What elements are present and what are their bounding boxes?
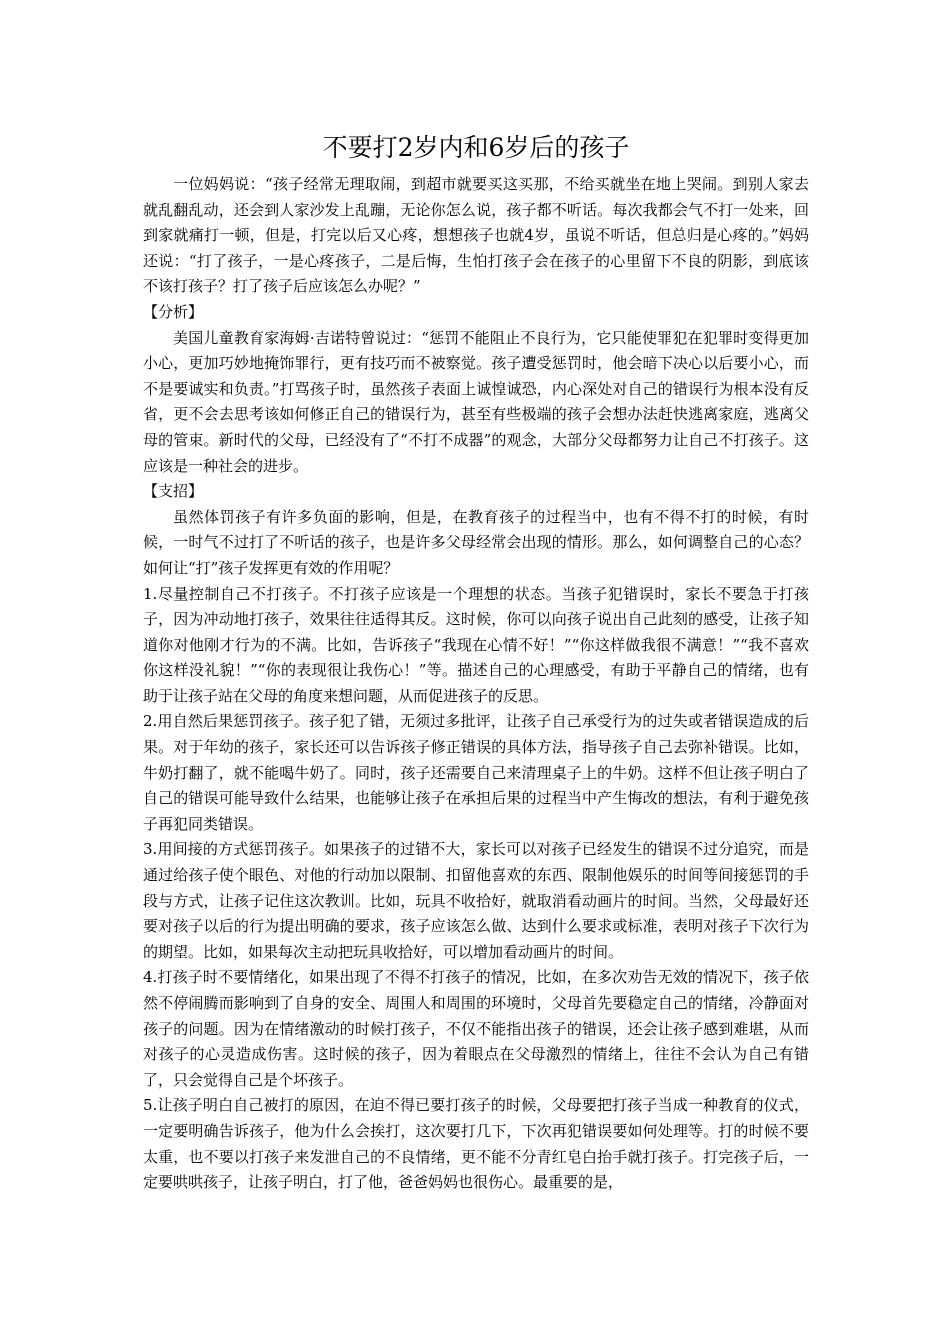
tip-point-4: 4.打孩子时不要情绪化，如果出现了不得不打孩子的情况，比如，在多次劝告无效的情况下，孩子依然不停闹腾而影响到了自身的安全、周围人和周围的环境时，父母首先要稳定自己的情绪，冷静面对孩子的问题。因为在情绪激动的时候打孩子，不仅不能指出孩子的错误，还会让孩子感到难堪，从而对孩子的心灵造成伤害。这时候的孩子，因为着眼点在父母激烈的情绪上，往往不会认为自己有错了，只会觉得自己是个坏孩子。 bbox=[143, 968, 809, 1089]
tips-intro-paragraph: 虽然体罚孩子有许多负面的影响，但是，在教育孩子的过程当中，也有不得不打的时候，有时候，一时气不过打了不听话的孩子，也是许多父母经常会出现的情形。那么，如何调整自己的心态？如何让“打”孩子发挥更有效的作用呢？ bbox=[143, 507, 809, 577]
tips-heading: 【支招】 bbox=[143, 482, 204, 501]
tip-point-3: 3.用间接的方式惩罚孩子。如果孩子的过错不大，家长可以对孩子已经发生的错误不过分追究，而是通过给孩子使个眼色、对他的行动加以限制、扣留他喜欢的东西、限制他娱乐的时间等间接惩罚的手段与方式，让孩子记住这次教训。比如，玩具不收拾好，就取消看动画片的时间。当然，父母最好还要对孩子以后的行为提出明确的要求，孩子应该怎么做、达到什么要求或标准，表明对孩子下次行为的期望。比如，如果每次主动把玩具收拾好，可以增加看动画片的时间。 bbox=[143, 840, 809, 961]
analysis-heading: 【分析】 bbox=[143, 302, 204, 321]
document-page bbox=[143, 128, 809, 1196]
tip-point-5: 5.让孩子明白自己被打的原因，在迫不得已要打孩子的时候，父母要把打孩子当成一种教育的仪式，一定要明确告诉孩子，他为什么会挨打，这次要打几下，下次再犯错误要如何处理等。打的时候不要太重，也不要以打孩子来发泄自己的不良情绪，更不能不分青红皂白抬手就打孩子。打完孩子后，一定要哄哄孩子，让孩子明白，打了他，爸爸妈妈也很伤心。最重要的是， bbox=[143, 1096, 809, 1192]
tip-point-1: 1.尽量控制自己不打孩子。不打孩子应该是一个理想的状态。当孩子犯错误时，家长不要急于打孩子，因为冲动地打孩子，效果往往适得其反。这时候，你可以向孩子说出自己此刻的感受，让孩子知道你对他刚才行为的不满。比如，告诉孩子“我现在心情不好！”“你这样做我很不满意！”“我不喜欢你这样没礼貌！”“你的表现很让我伤心！”等。描述自己的心理感受，有助于平静自己的情绪，也有助于让孩子站在父母的角度来想问题，从而促进孩子的反思。 bbox=[143, 584, 809, 705]
analysis-paragraph: 美国儿童教育家海姆·吉诺特曾说过：“惩罚不能阻止不良行为，它只能使罪犯在犯罪时变得更加小心，更加巧妙地掩饰罪行，更有技巧而不被察觉。孩子遭受惩罚时，他会暗下决心以后要小心，而不是要诚实和负责。”打骂孩子时，虽然孩子表面上诚惶诚恐，内心深处对自己的错误行为根本没有反省，更不会去思考该如何修正自己的错误行为，甚至有些极端的孩子会想办法赶快逃离家庭，逃离父母的管束。新时代的父母，已经没有了“不打不成器”的观念，大部分父母都努力让自己不打孩子。这应该是一种社会的进步。 bbox=[143, 328, 809, 475]
document-title: 不要打2岁内和6岁后的孩子 bbox=[322, 133, 630, 162]
intro-paragraph: 一位妈妈说：“孩子经常无理取闹，到超市就要买这买那，不给买就坐在地上哭闹。到别人家去就乱翻乱动，还会到人家沙发上乱蹦，无论你怎么说，孩子都不听话。每次我都会气不打一处来，回到家就痛打一顿，但是，打完以后又心疼，想想孩子也就4岁，虽说不听话，但总归是心疼的。”妈妈还说：“打了孩子，一是心疼孩子，二是后悔，生怕打孩子会在孩子的心里留下不良的阴影，到底该不该打孩子？打了孩子后应该怎么办呢？” bbox=[143, 175, 809, 296]
tip-point-2: 2.用自然后果惩罚孩子。孩子犯了错，无须过多批评，让孩子自己承受行为的过失或者错误造成的后果。对于年幼的孩子，家长还可以告诉孩子修正错误的具体方法，指导孩子自己去弥补错误。比如，牛奶打翻了，就不能喝牛奶了。同时，孩子还需要自己来清理桌子上的牛奶。这样不但让孩子明白了自己的错误可能导致什么结果，也能够让孩子在承担后果的过程当中产生悔改的想法，有利于避免孩子再犯同类错误。 bbox=[143, 712, 809, 833]
